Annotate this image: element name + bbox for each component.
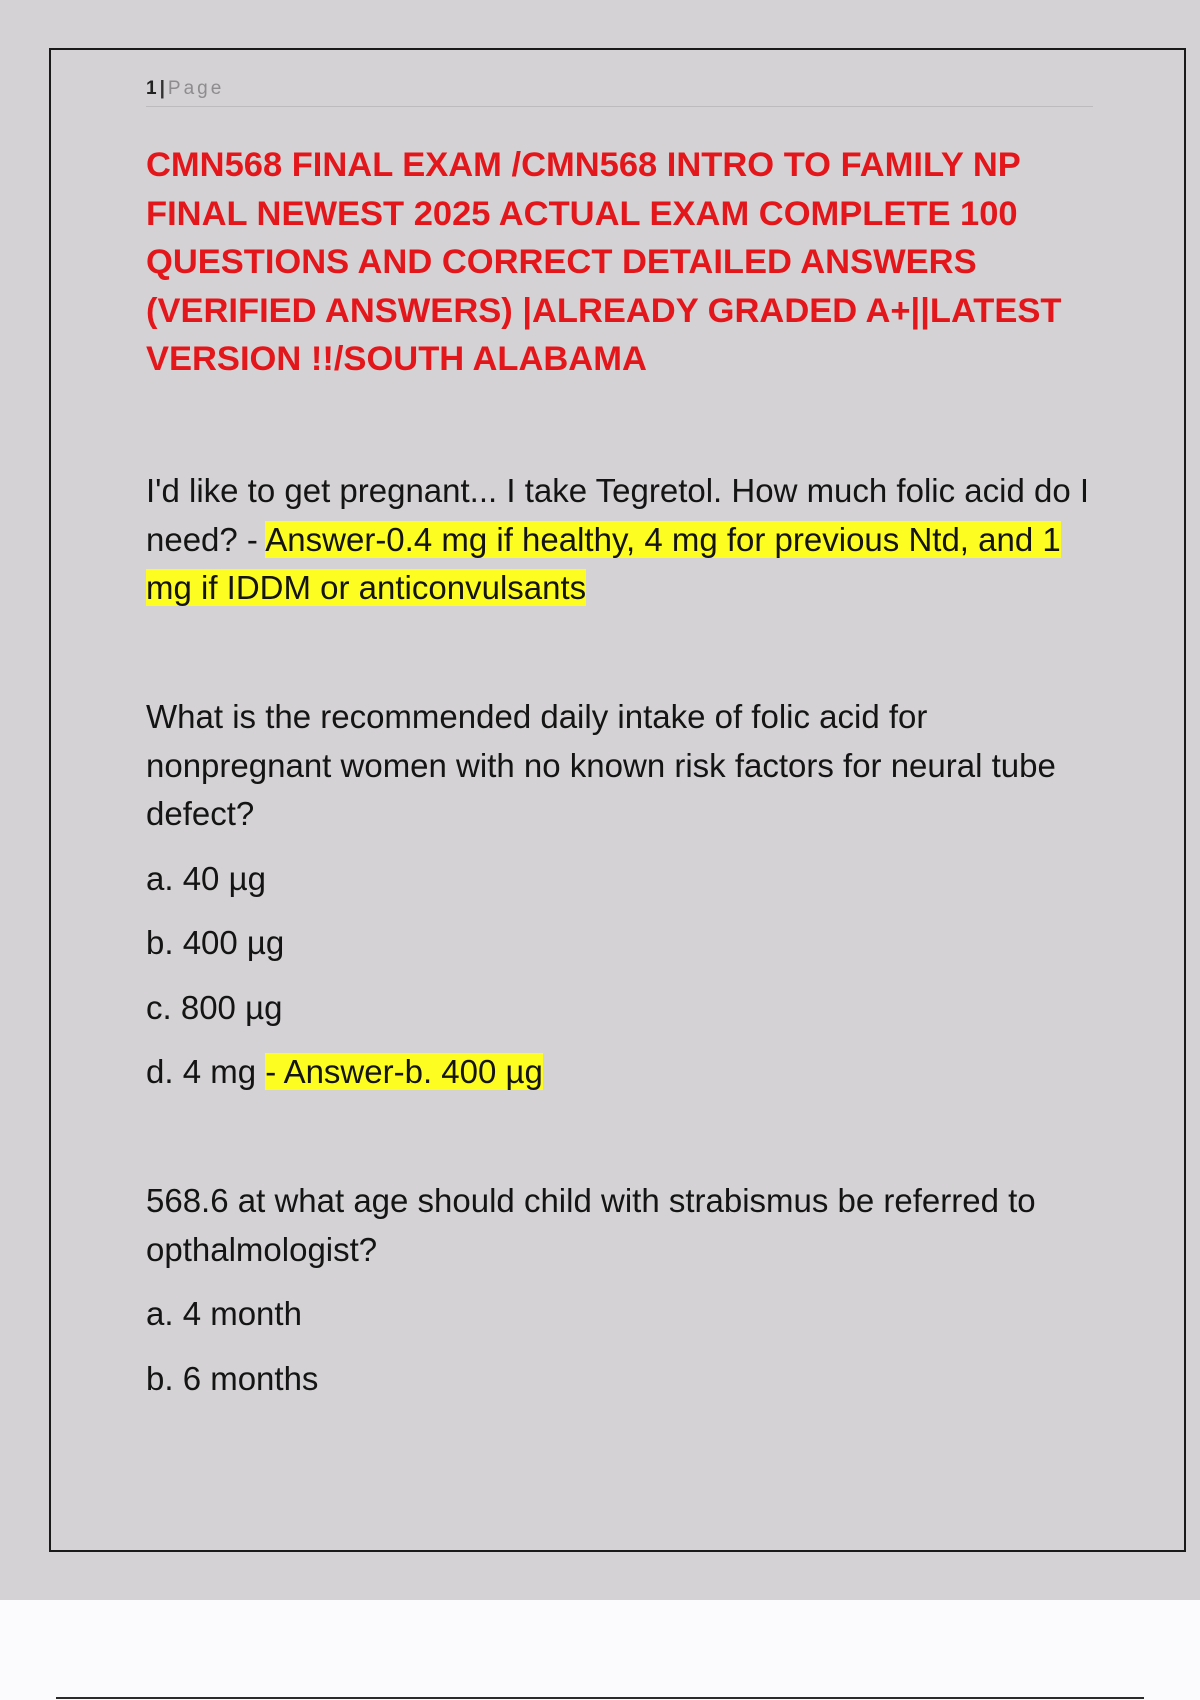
page-number: 1 [146,78,157,99]
question-3-option-b: b. 6 months [146,1359,319,1397]
next-page-rule [56,1697,1144,1699]
question-2 [146,693,1106,1097]
question-3 [146,1177,1106,1403]
question-2-text: What is the recommended daily intake of folic acid for nonpregnant women with no known risk factors for neural tube defect? [146,698,1056,832]
next-page-strip [0,1600,1200,1700]
page-label: Page [167,78,225,99]
question-2-option-b: b. 400 µg [146,924,285,961]
question-1-answer: Answer-0.4 mg if healthy, 4 mg for previous Ntd, and 1 mg if IDDM or anticonvulsants [146,520,1061,606]
question-3-option-a: a. 4 month [146,1295,302,1332]
question-3-text: 568.6 at what age should child with strabismus be referred to opthalmologist? [146,1182,1036,1268]
question-2-answer: - Answer-b. 400 µg [265,1053,543,1090]
question-2-option-d-label: d. 4 mg [146,1053,257,1090]
page-separator: | [159,78,165,99]
question-2-option-a: a. 40 µg [146,859,266,897]
document-title: CMN568 FINAL EXAM /CMN568 INTRO TO FAMILY NP FINAL NEWEST 2025 ACTUAL EXAM COMPLETE 100 QUESTIONS AND CORRECT DETAILED ANSWERS (VERIFIED ANSWERS) |ALREADY GRADED A+||LATEST VERSION !!/SOUTH ALABAMA [146,146,1062,378]
question-1-text: I'd like to get pregnant... I take Tegretol. How much folic acid do I need? - [146,472,1090,558]
question-2-option-c: c. 800 µg [146,988,283,1026]
question-1 [146,467,1106,613]
page-header [146,76,1093,107]
question-2-option-d [146,1048,1106,1097]
